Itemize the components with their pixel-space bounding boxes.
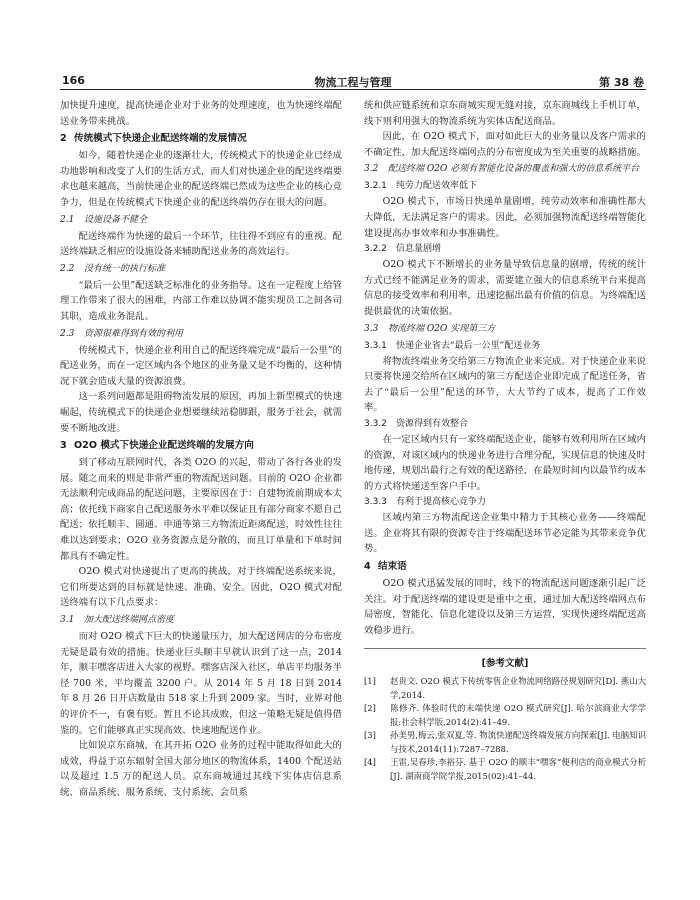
- section-title: 物流终端 O2O 实现第三方: [388, 323, 496, 334]
- paragraph: 加快提升速度，提高快递企业对于业务的处理速度，也为快递终端配送业务带来挑战。: [60, 100, 342, 127]
- subsection-heading-2-2: [60, 261, 342, 277]
- section-heading-3: [60, 437, 342, 454]
- reference-number: [4]: [364, 757, 376, 768]
- section-title: 加大配送终端网点密度: [84, 615, 175, 626]
- journal-title: 物流工程与管理: [314, 76, 392, 89]
- section-title: 资源得到有效整合: [396, 418, 469, 429]
- subsubsection-heading-3-3-3: [364, 494, 646, 510]
- section-number: 3.2: [364, 164, 379, 175]
- section-heading-4: [364, 558, 646, 575]
- paragraph: 配送终端作为快递的最后一个环节，往往得不到应有的重视。配送终端缺乏相应的设施设备来辅助配送业务的高效运行。: [60, 230, 342, 258]
- subsubsection-heading-3-3-1: [364, 338, 646, 354]
- running-header: [60, 70, 646, 90]
- paragraph: O2O 模式下不断增长的业务量导致信息量的剧增，传统的统计方式已经不能满足业务的需求，需要建立强大的信息系统平台来提高信息的接受效率和利用率，迅速挖掘出最有价值的信息。为终端配送提供最优的决策依据。: [364, 259, 646, 317]
- paragraph: 区域内第三方物流配送企业集中精力于其核心业务——终端配送。企业将其有限的资源专注于终端配送环节必定能为其带来竞争优势。: [364, 512, 646, 555]
- section-title: 没有统一的执行标准: [84, 263, 166, 274]
- paragraph: 将物流终端业务交给第三方物流企业来完成。对于快递企业来说只要将快递交给所在区域内的第三方配送企业即完成了配送任务，省去了“最后一公里”配送的环节，大大节约了成本，提高了工作效率。: [364, 355, 646, 414]
- section-number: 4: [364, 561, 371, 573]
- page-number: 166: [62, 74, 85, 87]
- subsection-heading-3-1: [60, 612, 342, 628]
- section-number: 3.3.1: [364, 340, 387, 351]
- section-number: 3.3: [364, 323, 379, 334]
- paragraph: O2O 模式对快递提出了更高的挑战，对于终端配送系统来说，它们所要达到的目标就是快速、准确、安全。因此，O2O 模式对配送终端有以下几点要求：: [60, 566, 342, 609]
- section-title: 配送终端 O2O 必须有智能化设备的覆盖和强大的信息系统平台: [388, 164, 640, 175]
- reference-text: 陈修齐. 体验时代的末端快递 O2O 模式研究[J]. 哈尔滨商业大学学报:社会科学版,2014(2):41–49.: [390, 703, 646, 727]
- section-title: 结束语: [378, 561, 407, 573]
- paragraph: 因此，在 O2O 模式下，面对如此巨大的业务量以及客户需求的不确定性，加大配送终端网点的分布密度成为至关重要的战略措施。: [364, 131, 646, 158]
- section-number: 3.2.1: [364, 181, 387, 192]
- paragraph: O2O 模式迅猛发展的同时，线下的物流配送问题逐渐引起广泛关注。对于配送终端的建设更是重中之重，通过加大配送终端网点布局密度，智能化、信息化建设以及第三方运营，实现快递终端配送高效稳步进行。: [364, 578, 646, 636]
- section-title: 设施设备不健全: [84, 214, 148, 225]
- section-number: 2.1: [60, 214, 75, 225]
- paragraph: 传统模式下，快递企业利用自己的配送终端完成“最后一公里”的配送业务，而在一定区域内各个地区的业务量又是不均衡的，这种情况下就会造成大量的资源浪费。: [60, 344, 343, 387]
- paragraph: 如今，随着快递企业的逐渐壮大，传统模式下的快递企业已经成功地影响和改变了人们的生活方式，而人们对快递企业的配送终端要求也越来越高，当前快递企业的配送终端已然成为这些企业的核心竞争力，但是在传统模式下快递企业的配送终端仍存在很大的问题。: [60, 150, 342, 208]
- paragraph: “最后一公里”配送缺乏标准化的业务指导。这在一定程度上给管理工作带来了很大的困难，内部工作难以协调不能实现员工之间各司其职，造成业务混乱。: [60, 279, 343, 322]
- reference-item: [364, 756, 646, 783]
- right-column: [364, 98, 646, 783]
- header-rule: [60, 89, 646, 90]
- paragraph: 而对 O2O 模式下巨大的快递量压力，加大配送网店的分布密度无疑是最有效的措施。快递业巨头顺丰早就认识到了这一点，2014 年，顺丰嘿客店进入大家的视野。嘿客店深入社区，单店平均服务半径 700 米，平均覆盖 3200 户。从 2014 年 5 月 18 日到 2014 年 8 月 26 日开店数量由 518 家上升到 2009 家。当时，业界对他的评价不一，有褒有贬。暂且不论其成败，但这一策略无疑是值得借鉴的。它们能够真正实现高效、快速地配送作业。: [60, 631, 342, 736]
- references: [364, 648, 646, 783]
- paragraph: O2O 模式下，市场日快递单量剧增，纯劳动效率和准确性都大大降低，无法满足客户的需求。因此，必须加强物流配送终端智能化建设提高办事效率和办事准确性。: [364, 196, 646, 239]
- references-title: [参考文献]: [481, 658, 529, 670]
- section-title: 纯劳力配送效率低下: [396, 181, 478, 192]
- subsubsection-heading-3-3-2: [364, 416, 646, 432]
- section-title: 有利于提高核心竞争力: [396, 497, 487, 508]
- subsection-heading-2-3: [60, 326, 342, 342]
- section-number: 2: [60, 133, 67, 145]
- section-number: 3.2.2: [364, 244, 387, 255]
- section-number: 3.3.3: [364, 497, 387, 508]
- reference-text: 王雷,吴春珍,李裕芬. 基于 O2O 的顺丰“嘿客”便利店的商业模式分析[J]. 湖南商学院学报,2015(02):41–44.: [390, 757, 646, 781]
- reference-text: 赵贵文. O2O 模式下传统零售企业物流网络路径规划研究[D]. 燕山大学,2014.: [390, 676, 646, 700]
- section-number: 3.3.2: [364, 418, 387, 429]
- reference-text: 孙美男,梅云,张双夏,等. 物流快递配送终端发展方向探索[J]. 电脑知识与技术,2014(11):7287–7288.: [390, 730, 646, 754]
- section-number: 2.3: [60, 328, 75, 339]
- paragraph: 到了移动互联网时代，各类 O2O 的兴起，带动了各行各业的发展。随之而来的则是非常严重的物流配送问题。目前的 O2O 企业都无法顺利完成商品的配送问题，主要原因在于：自建物流前期成本太高；依托线下商家自己配送服务水平难以保证且有部分商家不愿自己配送；依托顺丰、圆通、申通等第三方物流近距离配送，时效性往往难以达到要求；O2O 业务资源点是分散的，而且订单量和下单时间都具有不确定性。: [60, 457, 342, 562]
- paragraph: 在一定区域内只有一家终端配送企业，能够有效利用所在区域内的资源，对该区域内的快递业务进行合理分配，实现信息的快速及时地传递，规划出最行之有效的配送路径，在最短时间内以最节约成本的方式将快递送至客户手中。: [364, 433, 646, 492]
- paragraph: 比如说京东商城，在其开拓 O2O 业务的过程中能取得如此大的成效，得益于京东辐射全国大部分地区的物流体系，1400 个配送站以及超过 1.5 万的配送人员。京东商城通过其线下实体店信息系统、商品系统、服务系统、支付系统、会员系: [60, 740, 342, 798]
- subsection-heading-2-1: [60, 212, 342, 228]
- reference-number: [1]: [364, 676, 376, 687]
- section-title: O2O 模式下快递企业配送终端的发展方向: [74, 440, 254, 452]
- reference-number: [3]: [364, 730, 376, 741]
- subsubsection-heading-3-2-1: [364, 178, 646, 194]
- paragraph: 这一系列问题都是阻碍物流发展的原因，再加上新型模式的快速崛起，传统模式下的快递企业想要继续站稳脚跟，服务于社会，就需要不断地改进。: [60, 391, 342, 434]
- volume-label: 第 38 卷: [599, 76, 644, 89]
- section-title: 资源很难得到有效的利用: [84, 328, 184, 339]
- reference-item: [364, 702, 646, 729]
- left-column: [60, 98, 342, 801]
- section-title: 信息量剧增: [396, 244, 442, 255]
- section-number: 2.2: [60, 263, 75, 274]
- reference-item: [364, 675, 646, 702]
- subsection-heading-3-3: [364, 321, 646, 337]
- section-title: 快递企业省去“最后一公里”配送业务: [396, 340, 541, 351]
- section-title: 传统模式下快递企业配送终端的发展情况: [74, 133, 247, 145]
- subsection-heading-3-2: [364, 161, 646, 177]
- section-heading-2: [60, 130, 342, 147]
- subsubsection-heading-3-2-2: [364, 241, 646, 257]
- section-number: 3: [60, 440, 67, 452]
- reference-item: [364, 729, 646, 756]
- section-number: 3.1: [60, 615, 75, 626]
- reference-number: [2]: [364, 703, 376, 714]
- paragraph: 统和供应链系统和京东商城实现无缝对接，京东商城线上手机订单，线下则利用强大的物流系统为实体店配送商品。: [364, 100, 646, 127]
